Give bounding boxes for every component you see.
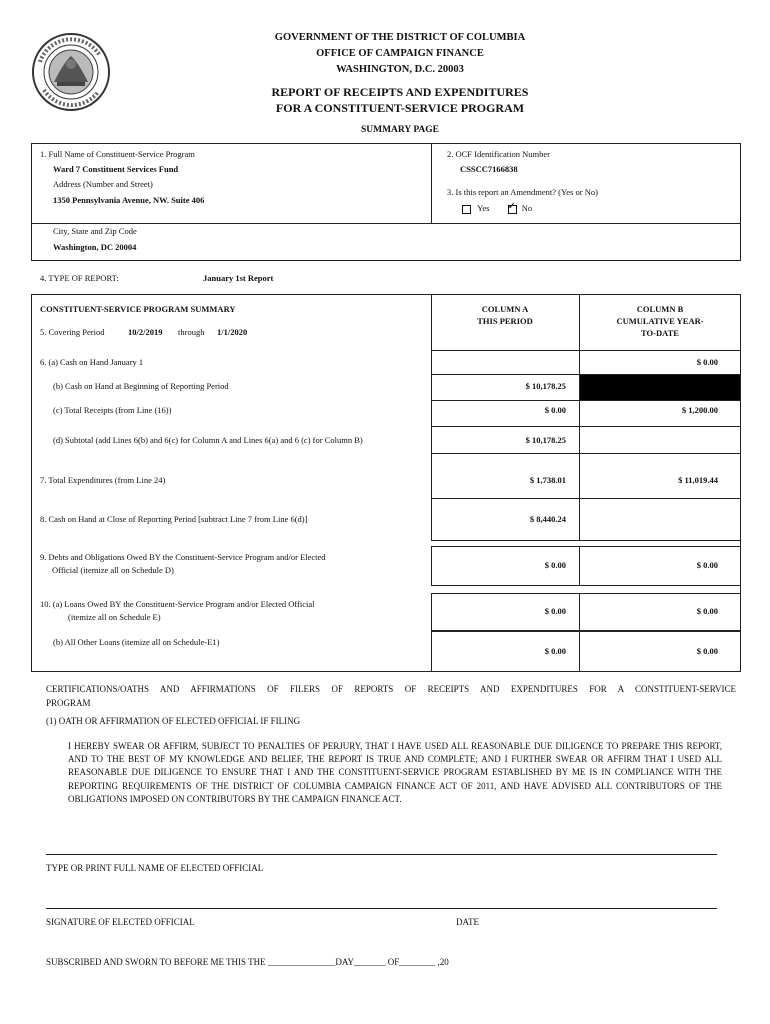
report-type-value[interactable]: January 1st Report [203, 273, 274, 283]
row-6a-label: 6. (a) Cash on Hand January 1 [40, 357, 144, 367]
cell-6d-b[interactable] [579, 426, 741, 454]
row-9-label: 9. Debts and Obligations Owed BY the Constituent-Service Program and/or Elected [40, 552, 326, 562]
cell-6b-b-shaded [579, 374, 741, 401]
row-10a-label-2: (itemize all on Schedule E) [68, 612, 161, 622]
row-6d-label: (d) Subtotal (add Lines 6(b) and 6(c) for Column A and Lines 6(a) and 6 (c) for Column B) [53, 435, 363, 445]
summary-page-label: SUMMARY PAGE [360, 125, 440, 135]
amendment-choice [462, 203, 532, 214]
program-name[interactable]: Ward 7 Constituent Services Fund [53, 164, 179, 174]
through-label: through [178, 327, 205, 337]
amendment-label: 3. Is this report an Amendment? (Yes or No) [447, 187, 598, 197]
row-6d-a-value: $ 10,178.25 [525, 435, 566, 445]
name-line[interactable] [46, 854, 717, 855]
sworn-line[interactable]: SUBSCRIBED AND SWORN TO BEFORE ME THIS THE _______________DAY_______ OF________ ,20 [46, 957, 449, 967]
row-9-label-2: Official (itemize all on Schedule D) [52, 565, 174, 575]
report-type-label: 4. TYPE OF REPORT: [40, 273, 119, 283]
row-10a-a-value: $ 0.00 [544, 606, 566, 616]
row-10b-label: (b) All Other Loans (itemize all on Schedule-E1) [53, 637, 220, 647]
row-7-label: 7. Total Expenditures (from Line 24) [40, 475, 166, 485]
address-label: Address (Number and Street) [53, 179, 153, 189]
row-7-b-value: $ 11,019.44 [678, 475, 718, 485]
row-7-a-value: $ 1,738.01 [529, 475, 566, 485]
col-b-subheading-1: CUMULATIVE YEAR- [616, 316, 704, 326]
row-6c-b-value: $ 1,200.00 [681, 405, 718, 415]
col-b-subheading-2: TO-DATE [641, 328, 679, 338]
certs-heading: CERTIFICATIONS/OATHS AND AFFIRMATIONS OF FILERS OF REPORTS OF RECEIPTS AND EXPENDITURES FOR A CONSTITUENT-SERVICE [46, 684, 736, 694]
certs-heading-2: PROGRAM [46, 698, 91, 708]
row-6c-a-value: $ 0.00 [544, 405, 566, 415]
summary-heading: CONSTITUENT-SERVICE PROGRAM SUMMARY [40, 304, 236, 314]
row-6a-b-value: $ 0.00 [696, 357, 718, 367]
office-line: OFFICE OF CAMPAIGN FINANCE [316, 48, 484, 59]
col-b-heading: COLUMN B [636, 304, 684, 314]
ocf-id-label: 2. OCF Identification Number [447, 149, 550, 159]
row-6b-a-value: $ 10,178.25 [525, 381, 566, 391]
row-10a-label: 10. (a) Loans Owed BY the Constituent-Service Program and/or Elected Official [40, 599, 315, 609]
city-line: WASHINGTON, D.C. 20003 [336, 64, 464, 75]
gov-line: GOVERNMENT OF THE DISTRICT OF COLUMBIA [274, 32, 526, 43]
signature-line[interactable] [46, 908, 717, 909]
city-value[interactable]: Washington, DC 20004 [53, 242, 137, 252]
col-a-subheading: THIS PERIOD [477, 316, 533, 326]
period-to[interactable]: 1/1/2020 [217, 327, 248, 337]
yes-checkbox[interactable] [462, 205, 471, 214]
row-8-a-value: $ 8,440.24 [529, 514, 566, 524]
row-6c-label: (c) Total Receipts (from Line (16)) [53, 405, 172, 415]
col-a-heading: COLUMN A [481, 304, 529, 314]
report-title-1: REPORT OF RECEIPTS AND EXPENDITURES [271, 85, 529, 99]
name-label: TYPE OR PRINT FULL NAME OF ELECTED OFFICIAL [46, 863, 264, 873]
row-8-label: 8. Cash on Hand at Close of Reporting Period [subtract Line 7 from Line 6(d)] [40, 514, 308, 524]
no-label: No [521, 203, 533, 213]
seal-logo [30, 22, 112, 122]
no-checkbox[interactable] [508, 205, 517, 214]
report-title-2: FOR A CONSTITUENT-SERVICE PROGRAM [275, 101, 525, 115]
covering-period-label: 5. Covering Period [40, 327, 105, 337]
row-6b-label: (b) Cash on Hand at Beginning of Reporting Period [53, 381, 229, 391]
address-value[interactable]: 1350 Pennsylvania Avenue, NW. Suite 406 [53, 195, 205, 205]
row-9-a-value: $ 0.00 [544, 560, 566, 570]
cell-6a-a[interactable] [431, 350, 580, 375]
date-label: DATE [456, 917, 479, 927]
oath-text: I HEREBY SWEAR OR AFFIRM, SUBJECT TO PENALTIES OF PERJURY, THAT I HAVE USED ALL REASONABLE DUE DILIGENCE TO PREPARE THIS REPORT, AND TO THE BEST OF MY KNOWLEDGE AND BELIEF, THE REPORT IS TRUE AND COMPLETE; AND I FURTHER SWEAR OR AFFIRM THAT I USED ALL REASONABLE DUE DILIGENCE TO ENSURE THAT I AND THE CONSTITUENT-SERVICE PROGRAM ESTABLISHED BY ME IS IN COMPLIANCE WITH THE REPORTING REQUIREMENTS OF THE DISTRICT OF COLUMBIA CAMPAIGN FINANCE ACT OF 2011, AND HAVE ADVISED ALL CONTRIBUTORS OF THE OBLIGATIONS IMPOSED ON CONTRIBUTORS BY THE CAMPAIGN FINANCE ACT. [68, 741, 722, 804]
row-9-b-value: $ 0.00 [696, 560, 718, 570]
row-10b-b-value: $ 0.00 [696, 646, 718, 656]
oath-title: (1) OATH OR AFFIRMATION OF ELECTED OFFICIAL IF FILING [46, 716, 301, 726]
cell-8-b[interactable] [579, 498, 741, 541]
yes-label: Yes [477, 203, 490, 213]
row-10a-b-value: $ 0.00 [696, 606, 718, 616]
signature-label: SIGNATURE OF ELECTED OFFICIAL [46, 917, 195, 927]
ocf-id-value[interactable]: CSSCC7166838 [460, 164, 518, 174]
row-10b-a-value: $ 0.00 [544, 646, 566, 656]
period-from[interactable]: 10/2/2019 [128, 327, 163, 337]
city-label: City, State and Zip Code [53, 226, 137, 236]
full-name-label: 1. Full Name of Constituent-Service Program [40, 149, 195, 159]
